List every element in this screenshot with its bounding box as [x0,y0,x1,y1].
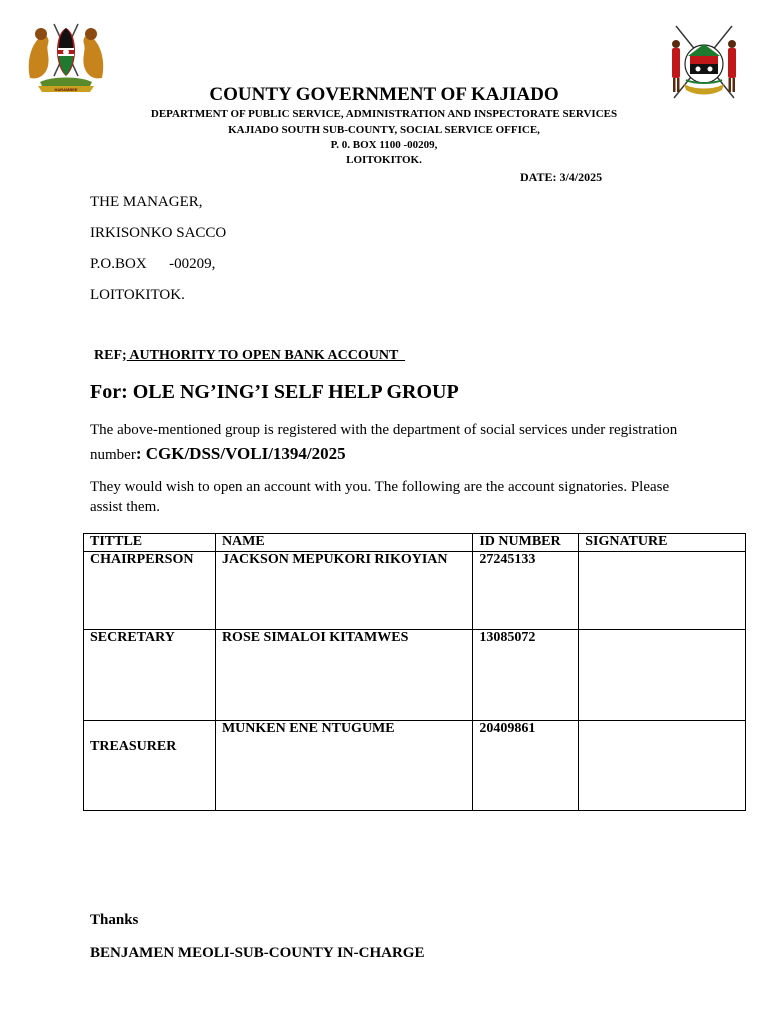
cell-name: JACKSON MEPUKORI RIKOYIAN [215,552,472,630]
column-header-name: NAME [215,534,472,552]
table-row [84,630,746,721]
registration-paragraph [90,418,690,467]
cell-title: TREASURER [84,721,216,811]
cell-id: 13085072 [473,630,579,721]
cell-title: SECRETARY [84,630,216,721]
letter-date: DATE: 3/4/2025 [520,170,603,184]
town-line: LOITOKITOK. [346,154,422,166]
logo-motto: HARAMBEE [54,86,78,92]
cell-title: CHAIRPERSON [84,552,216,630]
cell-signature [579,552,746,630]
cell-name: ROSE SIMALOI KITAMWES [215,630,472,721]
column-header-title: TITTLE [84,534,216,552]
table-row [84,552,746,630]
signatories-table [83,533,746,811]
office-line: KAJIADO SOUTH SUB-COUNTY, SOCIAL SERVICE OFFICE, [228,124,540,136]
reference-line [94,348,405,364]
kenya-coat-of-arms-logo [24,20,108,94]
cell-signature [579,721,746,811]
county-title: COUNTY GOVERNMENT OF KAJIADO [209,84,559,105]
column-header-signature: SIGNATURE [579,534,746,552]
recipient-line-3: P.O.BOX -00209, [90,256,216,272]
recipient-line-2: IRKISONKO SACCO [90,225,227,241]
recipient-line-1: THE MANAGER, [90,194,203,210]
cell-id: 20409861 [473,721,579,811]
reference-label: REF; [94,348,127,363]
reference-text: AUTHORITY TO OPEN BANK ACCOUNT [126,348,406,363]
table-header-row [84,534,746,552]
registration-number: : CGK/DSS/VOLI/1394/2025 [135,444,346,463]
pobox-line: P. 0. BOX 1100 -00209, [330,139,438,151]
closing-thanks: Thanks [90,912,139,928]
cell-name: MUNKEN ENE NTUGUME [215,721,472,811]
cell-signature [579,630,746,721]
column-header-id: ID NUMBER [473,534,579,552]
request-paragraph: They would wish to open an account with you. The following are the account signatories. Please assist them. [90,479,670,515]
recipient-line-4: LOITOKITOK. [90,287,185,303]
signatory-name: BENJAMEN MEOLI-SUB-COUNTY IN-CHARGE [90,945,425,961]
cell-id: 27245133 [473,552,579,630]
department-line: DEPARTMENT OF PUBLIC SERVICE, ADMINISTRATION AND INSPECTORATE SERVICES [150,108,618,120]
table-row [84,721,746,811]
registration-text: The above-mentioned group is registered with the department of social services under registration number [90,422,678,463]
group-name-heading: For: OLE NG’ING’I SELF HELP GROUP [90,381,459,403]
